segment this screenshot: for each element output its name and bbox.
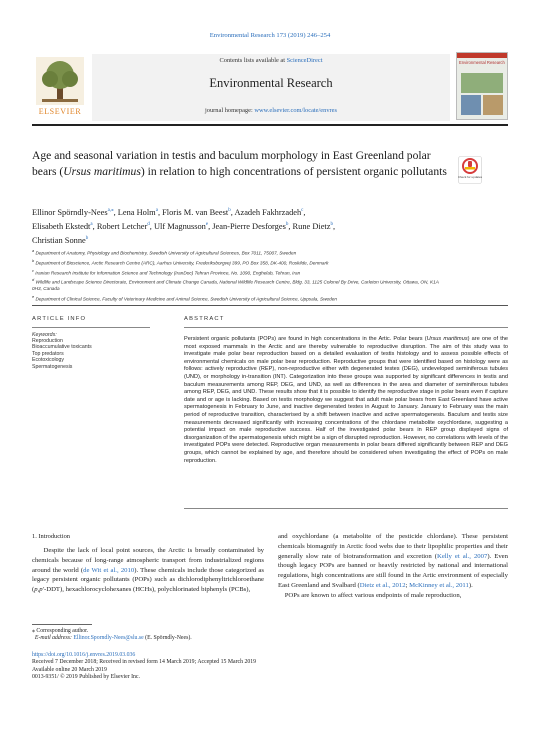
title-text: ) in relation to high concentrations of persistent organic pollutants — [140, 164, 447, 178]
cover-image — [461, 73, 503, 93]
author[interactable]: Azadeh Fakhrzadeh$^c$, — [234, 207, 306, 217]
abstract-bottom-rule — [184, 508, 508, 509]
affiliation-sup: a — [32, 248, 35, 253]
intro-text: ). — [468, 581, 473, 589]
author[interactable] — [32, 236, 88, 245]
author-name: Elisabeth Ekstedt — [32, 222, 91, 232]
affiliation-sup: c — [32, 267, 34, 273]
author[interactable]: Elisabeth Ekstedt$^a$, — [32, 222, 97, 232]
keywords-box — [32, 328, 152, 370]
abstract-segment: ) are one of the most exposed mammals in the Arctic and are thereby vulnerable to reproductive disruption. The aim of this study was to investigate male polar bear reproduction based on a detailed evaluation of testis histology and to assess possible effects of environmental chemicals on male polar bear reproduction. Reproductive groups that were identified based on histology were as follows: actively reproductive (REP), non-reproductive either with degenerated testes (DEG), undeveloped seminiferous tubules (UND), or morphology in-transition (INT). Categorization into these groups was supported by significant differences in testis and baculum measurements among REP, DEG, and UND, as well as differences in the area and diameter of seminiferous tubules among REP, DEG, and UND. These results show that it is possible to identify the reproductive stage in polar bears even if capture date and or age is lacking. Based on testis morphology we suggest that adult male polar bears from East Greenland have active spermatogenesis in February to June, and inactive degenerated testes in August to January. January to February was the main period of reproductive transition, characterised by a shift between inactive and active spermatogenesis. Baculum and testis size measurements decreased significantly with increasing concentrations of the chlordane metabolite oxychlordane, suggesting a potential impact on male reproductive success. Half of the investigated polar bears in REP group displayed signs of disorganization of the spermatogenesis which might be a sign of disrupted reproduction. However, no correlations with levels of the investigated POPs were detected. Reproductive organ measurements in polar bears differed significantly between REP and DEG groups, which cannot be explained by age, and therefore should be considered when investigating the effect of POPs on male reproduction. — [184, 336, 508, 464]
homepage-prefix: journal homepage: — [205, 107, 255, 114]
journal-homepage-link[interactable]: www.elsevier.com/locate/envres — [254, 107, 337, 114]
section-rule — [32, 305, 508, 306]
intro-text: ). These chemicals include those categorized as legacy persistent organic pollutants (POPs) such as dichlorodiphenyltrichloroethane ( — [32, 566, 265, 594]
affiliation-text: Wildlife and Landscape Science Directorate, Environment and Climate Change Canada, National Wildlife Research Centre, Bldg. 33, 1125 Colonel By Drive, Carleton University, Ottawa, ON, K1A 0H3, Canada — [32, 279, 439, 292]
introduction-heading: 1. Introduction — [32, 533, 70, 540]
affiliation-sup: d — [32, 277, 35, 283]
affiliation-text: Department of Bioscience, Arctic Research Centre (ARC), Aarhus University, Frederiksborgvej 399, PO Box 358, DK-400, Roskilde, Denmark — [35, 260, 329, 266]
check-for-updates-icon[interactable] — [458, 156, 482, 184]
author-sup[interactable]: a,⁎ — [107, 208, 114, 213]
publisher-logo[interactable] — [32, 55, 88, 121]
elsevier-tree-icon — [36, 57, 84, 105]
author-sup[interactable]: b — [285, 222, 289, 228]
author-sup[interactable]: a — [90, 222, 93, 228]
title-species: Ursus maritimus — [63, 164, 141, 178]
abstract-rule — [184, 327, 508, 328]
abstract-species: Ursus maritimus — [426, 336, 468, 342]
publication-info — [32, 652, 508, 682]
intro-text: POPs are known to affect various endpoints of male reproduction, — [284, 591, 462, 599]
author[interactable]: Floris M. van Beest$^b$, — [162, 207, 235, 217]
reference-link[interactable]: Kelly et al., 2007 — [437, 552, 488, 560]
affiliation-text: Iranian Research Institute for Information Science and Technology (IranDoc) Tehran Province, No. 1090, Enghelab, Tehran, Iran — [35, 270, 301, 276]
abstract-heading: ABSTRACT — [184, 316, 225, 322]
author-name: Jean-Pierre Desforges — [212, 222, 286, 232]
title-text: Age and seasonal variation in testis and baculum morphology in East Greenland polar bears ( — [32, 149, 431, 178]
cover-title: Environmental Research — [459, 60, 505, 65]
received-dates: Received 7 December 2018; Received in revised form 14 March 2019; Accepted 15 March 2019 — [32, 659, 257, 666]
abstract-segment: Persistent organic pollutants (POPs) are found in high concentrations in the Artic. Polar bears ( — [184, 336, 427, 342]
intro-right-column — [278, 532, 508, 601]
reference-link[interactable]: de Wit et al., 2010 — [83, 566, 135, 574]
corresponding-author-note: ⁎ Corresponding author. — [32, 628, 89, 634]
email-link[interactable]: Ellinor.Sporndly-Nees@slu.se — [73, 635, 144, 642]
intro-italic: p,p' — [34, 586, 45, 594]
issn-copyright: 0013-9351/ © 2019 Published by Elsevier Inc. — [32, 674, 140, 681]
intro-text: ; — [405, 581, 410, 589]
contents-prefix: Contents lists available at — [219, 57, 287, 64]
sciencedirect-link[interactable]: ScienceDirect — [286, 57, 323, 64]
available-online: Available online 20 March 2019 — [32, 666, 107, 673]
author-name: Rune Dietz — [292, 222, 331, 232]
journal-cover-thumbnail[interactable] — [456, 52, 508, 120]
cover-image — [461, 95, 481, 115]
author[interactable]: Jean-Pierre Desforges$^b$, — [212, 222, 293, 232]
author[interactable]: Robert Letcher$^d$, — [96, 222, 154, 232]
intro-text: -DDT), hexachlorocyclohexanes (HCHs), polychlorinated biphenyls (PCBs), — [44, 586, 251, 594]
affiliation — [32, 248, 446, 257]
author-name: Robert Letcher — [96, 222, 148, 232]
affiliation-text: Department of Anatomy, Physiology and Biochemistry, Swedish University of Agricultural Sciences, Box 7011, 75007, Sweden — [35, 250, 297, 256]
author-name: Lena Holm — [117, 207, 156, 217]
author[interactable]: Rune Dietz$^b$, — [292, 222, 336, 232]
affiliation-sup: b — [32, 257, 35, 263]
keyword: Reproduction — [32, 338, 63, 344]
intro-text: ). Even though legacy POPs are banned or heavily restricted by national and international regulations, high concentrations are still found in the Artic environment of especially East Greenland and Svalbard ( — [278, 552, 508, 589]
author[interactable]: Ellinor Spörndly-Nees$^{a,⁎}$, — [32, 207, 118, 217]
article-title — [32, 148, 450, 179]
doi-link[interactable]: https://doi.org/10.1016/j.envres.2019.03.036 — [32, 652, 136, 658]
author[interactable]: Lena Holm$^a$, — [117, 207, 163, 217]
journal-title: Environmental Research — [209, 76, 333, 90]
keywords-label: Keywords: — [32, 332, 57, 338]
author-sup[interactable]: b — [228, 208, 231, 213]
keyword: Bioaccumulative toxicants — [32, 344, 92, 351]
affiliation-sup: e — [32, 293, 35, 299]
author-sup[interactable]: d — [147, 222, 150, 228]
keyword: Spermatogenesis — [32, 363, 73, 370]
reference-link[interactable]: McKinney et al., 2011 — [409, 581, 469, 589]
author-sup[interactable]: e — [205, 222, 209, 228]
author[interactable]: Ulf Magnusson$^e$, — [153, 222, 213, 232]
footnotes — [32, 628, 508, 642]
cover-band — [457, 53, 507, 58]
author-sup[interactable]: c — [301, 208, 304, 213]
abstract-text — [184, 336, 508, 465]
cover-image — [483, 95, 503, 115]
author-sup[interactable]: b — [330, 222, 333, 228]
keyword: Ecotoxicology — [32, 357, 65, 364]
intro-text: and oxychlordane (a metabolite of the pesticide chlordane). These persistent chemicals biomagnify in Arctic food webs due to their lipophilic properties and their generally slow rate of biotransformation and excretion ( — [278, 533, 508, 560]
footnote-rule — [32, 624, 92, 625]
intro-text: Despite the lack of local point sources, the Arctic is broadly contaminated by chemicals because of long-range atmospheric transport from industrialized regions around the world ( — [32, 547, 265, 574]
affiliation — [32, 258, 446, 267]
author-name: Azadeh Fakhrzadeh — [234, 207, 302, 217]
email-suffix: (E. Spörndly-Nees). — [143, 635, 192, 642]
author-sup[interactable]: a — [155, 208, 158, 213]
journal-homepage-line — [92, 107, 450, 114]
affiliations — [32, 248, 446, 303]
author-name: Ulf Magnusson — [153, 222, 206, 232]
author-list — [32, 205, 508, 248]
affiliation — [32, 294, 446, 303]
intro-left-column — [32, 546, 264, 595]
journal-citation[interactable]: Environmental Research 173 (2019) 246–254 — [209, 32, 331, 39]
affiliation-text: Department of Clinical Science, Faculty of Veterinary Medicine and Animal Science, Swedish University of Agricultural Science, Uppsala, Sweden — [35, 296, 337, 302]
author-sup[interactable]: b — [85, 236, 89, 242]
email-line — [32, 635, 508, 642]
check-badge-label: Check for updates — [458, 175, 482, 179]
affiliation — [32, 268, 446, 277]
article-info-heading: ARTICLE INFO — [32, 316, 87, 322]
author-name: Christian Sonne — [32, 236, 86, 246]
affiliation — [32, 277, 446, 293]
contents-line — [92, 57, 450, 64]
header-rule — [32, 124, 508, 126]
publisher-logo-text: ELSEVIER — [38, 107, 82, 116]
author-name: Ellinor Spörndly-Nees — [32, 207, 108, 217]
reference-link[interactable]: Dietz et al., 2012 — [359, 581, 406, 589]
email-label: E-mail address: — [34, 635, 74, 642]
keyword: Top predators — [32, 350, 64, 357]
author-name: Floris M. van Beest — [162, 207, 229, 217]
